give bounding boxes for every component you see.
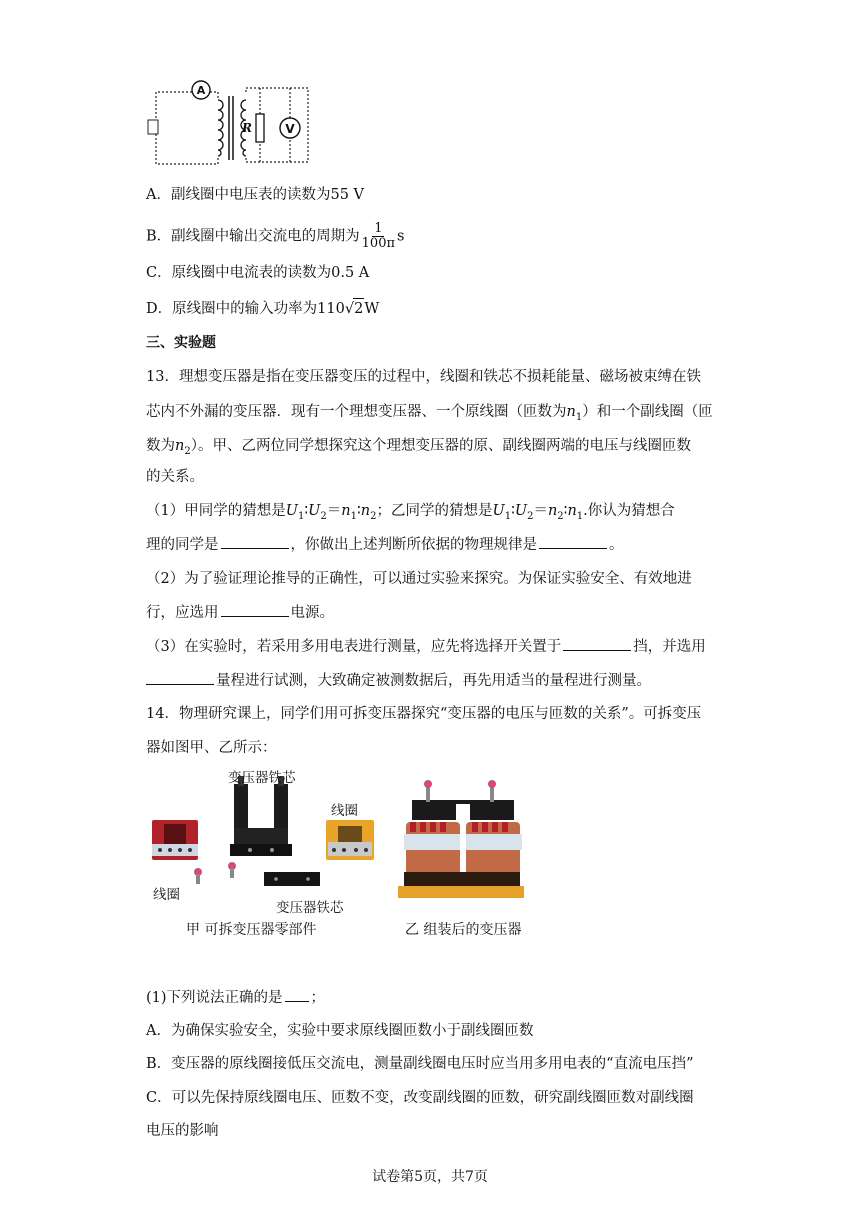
text: 电源。 xyxy=(290,605,334,621)
option-a xyxy=(146,185,364,205)
text: （3）在实验时，若采用多用电表进行测量，应先将选择开关置于 xyxy=(146,639,562,655)
q13-part2-line2 xyxy=(146,602,334,623)
option-label: C． xyxy=(146,265,172,281)
q13-part1-line1: （1）甲同学的猜想是$U_1∶U_2=n_1∶n_2$；乙同学的猜想是$U_1∶U_2=n_2∶n_1$.你认为猜想合 xyxy=(146,503,675,522)
q13-part3-line2 xyxy=(146,670,651,691)
q13-part1-line2 xyxy=(146,534,624,555)
label-coil-right: 线圈 xyxy=(331,803,358,819)
text: .你认为猜想合 xyxy=(583,503,675,519)
answer-blank[interactable] xyxy=(221,602,289,617)
fraction-numerator: 1 xyxy=(374,221,383,236)
answer-blank[interactable] xyxy=(563,636,631,651)
q14-option-b: B．变压器的原线圈接低压交流电，测量副线圈电压时应当用多用电表的“直流电压挡” xyxy=(146,1056,694,1072)
resistor-label: R xyxy=(242,121,252,135)
voltmeter-label: V xyxy=(285,122,295,136)
text: ； xyxy=(310,990,326,1006)
primary-coil-icon xyxy=(218,100,223,156)
q14-line2: 器如图甲、乙所示： xyxy=(146,740,277,756)
option-text: 原线圈中电流表的读数为0.5 A xyxy=(171,265,370,281)
option-text: 副线圈中输出交流电的周期为 xyxy=(171,228,360,245)
option-unit: s xyxy=(397,228,405,245)
voltmeter-icon xyxy=(280,118,300,138)
option-d: D．原线圈中的输入功率为110√2W xyxy=(146,298,379,319)
ammeter-label: A xyxy=(196,84,206,97)
coil-orange-icon xyxy=(326,820,374,860)
label-coil-left: 线圈 xyxy=(153,887,180,903)
caption-parts: 甲 可拆变压器零部件 xyxy=(186,922,317,938)
q13-part2-line1: （2）为了验证理论推导的正确性，可以通过实验来探究。为保证实验安全、有效地进 xyxy=(146,571,692,587)
assembled-transformer-figure xyxy=(398,776,528,906)
page-footer: 试卷第5页，共7页 xyxy=(372,1169,488,1185)
screw-icon xyxy=(194,862,236,884)
option-text: 副线圈中电压表的读数为55 V xyxy=(170,187,365,203)
text: (1)下列说法正确的是 xyxy=(146,990,283,1006)
transformer-circuit-diagram xyxy=(140,76,320,176)
i-core-icon xyxy=(264,872,320,886)
label-core-bottom: 变压器铁芯 xyxy=(276,900,344,916)
option-label: A． xyxy=(146,187,171,203)
option-unit: W xyxy=(364,301,380,317)
answer-blank[interactable] xyxy=(285,987,309,1002)
text: （1）甲同学的猜想是 xyxy=(146,503,286,519)
text: 芯内不外漏的变压器．现有一个理想变压器、一个原线圈（匝数为 xyxy=(146,404,567,420)
text: 理的同学是 xyxy=(146,537,219,553)
answer-blank[interactable] xyxy=(221,534,289,549)
option-c xyxy=(146,263,369,283)
option-text: 原线圈中的输入功率为110 xyxy=(172,301,345,317)
text: 行，应选用 xyxy=(146,605,219,621)
answer-blank[interactable] xyxy=(539,534,607,549)
q13-line3: 数为$n_2$）。甲、乙两位同学想探究这个理想变压器的原、副线圈两端的电压与线圈匝数 xyxy=(146,438,691,457)
sqrt-radicand: 2 xyxy=(353,298,364,319)
section-heading: 三、实验题 xyxy=(146,335,216,351)
q13-line2: 芯内不外漏的变压器．现有一个理想变压器、一个原线圈（匝数为$n_1$）和一个副线圈（匝 xyxy=(146,404,713,423)
text: 挡，并选用 xyxy=(633,639,706,655)
q13-part3-line1 xyxy=(146,636,706,657)
text: ）和一个副线圈（匝 xyxy=(582,404,713,420)
q13-line1: 13．理想变压器是指在变压器变压的过程中，线圈和铁芯不损耗能量、磁场被束缚在铁 xyxy=(146,369,701,385)
assembled-transformer-icon xyxy=(398,780,524,898)
option-label: D． xyxy=(146,301,173,317)
u-core-icon xyxy=(230,776,292,856)
coil-red-icon xyxy=(152,820,198,860)
q14-option-c-line1: C．可以先保持原线圈电压、匝数不变，改变副线圈的匝数，研究副线圈匝数对副线圈 xyxy=(146,1090,694,1106)
text: ，你做出上述判断所依据的物理规律是 xyxy=(290,537,537,553)
resistor-icon xyxy=(241,114,264,142)
text: 数为 xyxy=(146,438,175,454)
option-b xyxy=(146,222,404,251)
transformer-parts-figure xyxy=(146,770,396,900)
label-core-top: 变压器铁芯 xyxy=(228,770,296,786)
q14-option-a: A．为确保实验安全，实验中要求原线圈匝数小于副线圈匝数 xyxy=(146,1023,534,1039)
ammeter-icon xyxy=(192,81,210,99)
q14-sub1 xyxy=(146,987,325,1008)
q13-line4: 的关系。 xyxy=(146,469,204,485)
text: ；乙同学的猜想是 xyxy=(376,503,493,519)
fraction-denominator: 100π xyxy=(361,236,396,251)
q14-line1: 14．物理研究课上，同学们用可拆变压器探究“变压器的电压与匝数的关系”。可拆变压 xyxy=(146,706,702,722)
text: ）。甲、乙两位同学想探究这个理想变压器的原、副线圈两端的电压与线圈匝数 xyxy=(190,438,691,454)
q14-option-c-line2: 电压的影响 xyxy=(146,1123,219,1139)
text: 量程进行试测，大致确定被测数据后，再先用适当的量程进行测量。 xyxy=(216,673,651,689)
option-label: B． xyxy=(146,228,172,245)
text: 。 xyxy=(609,537,624,553)
fraction xyxy=(362,222,395,251)
answer-blank[interactable] xyxy=(146,670,214,685)
caption-assembled: 乙 组装后的变压器 xyxy=(405,922,522,938)
